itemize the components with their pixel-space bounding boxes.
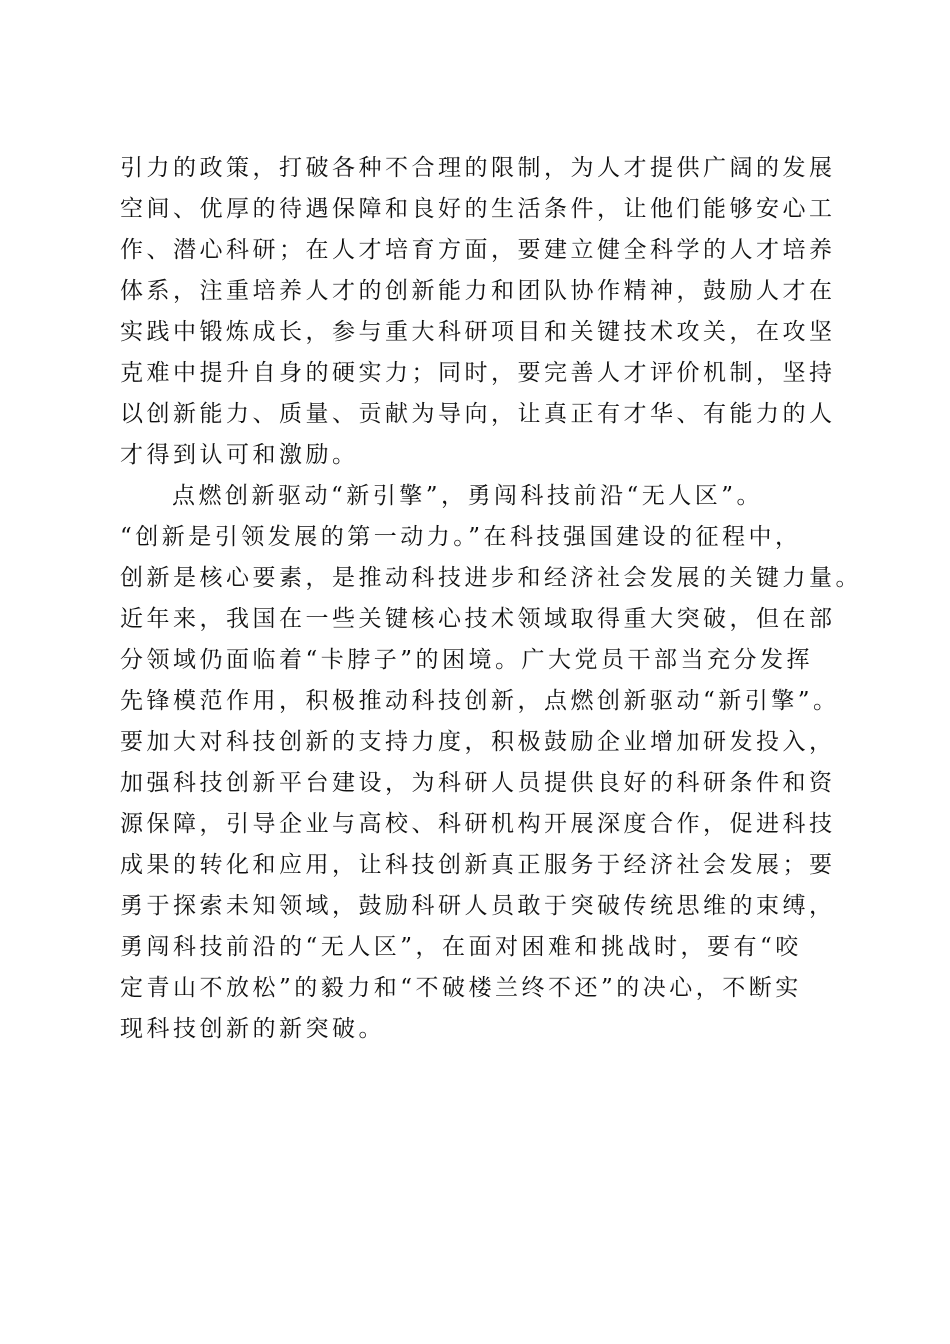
text-line: 勇闯科技前沿的“无人区”，在面对困难和挑战时，要有“咬 bbox=[120, 934, 802, 960]
text-line: 成果的转化和应用，让科技创新真正服务于经济社会发展；要 bbox=[120, 852, 836, 878]
text-line: 分领域仍面临着“卡脖子”的困境。广大党员干部当充分发挥 bbox=[120, 647, 814, 673]
text-line: 才得到认可和激励。 bbox=[120, 442, 359, 468]
text-line: “创新是引领发展的第一动力。”在科技强国建设的征程中， bbox=[120, 524, 802, 550]
text-line: 创新是核心要素，是推动科技进步和经济社会发展的关键力量。 bbox=[120, 565, 862, 591]
text-line: 体系，注重培养人才的创新能力和团队协作精神，鼓励人才在 bbox=[120, 278, 836, 304]
text-line: 实践中锻炼成长，参与重大科研项目和关键技术攻关，在攻坚 bbox=[120, 319, 836, 345]
text-line: 勇于探索未知领域，鼓励科研人员敢于突破传统思维的束缚， bbox=[120, 893, 836, 919]
text-line: 定青山不放松”的毅力和“不破楼兰终不还”的决心，不断实 bbox=[120, 975, 802, 1001]
text-line: 克难中提升自身的硬实力；同时，要完善人才评价机制，坚持 bbox=[120, 360, 836, 386]
text-line: 源保障，引导企业与高校、科研机构开展深度合作，促进科技 bbox=[120, 811, 836, 837]
text-line: 空间、优厚的待遇保障和良好的生活条件，让他们能够安心工 bbox=[120, 196, 836, 222]
text-line: 作、潜心科研；在人才培育方面，要建立健全科学的人才培养 bbox=[120, 237, 836, 263]
paragraph-heading-line: 点燃创新驱动“新引擎”，勇闯科技前沿“无人区”。 bbox=[172, 483, 764, 509]
text-line: 要加大对科技创新的支持力度，积极鼓励企业增加研发投入， bbox=[120, 729, 836, 755]
text-line: 先锋模范作用，积极推动科技创新，点燃创新驱动“新引擎”。 bbox=[120, 688, 840, 714]
text-line: 以创新能力、质量、贡献为导向，让真正有才华、有能力的人 bbox=[120, 401, 836, 427]
text-line: 引力的政策，打破各种不合理的限制，为人才提供广阔的发展 bbox=[120, 155, 836, 181]
body-text bbox=[120, 148, 862, 1050]
text-line: 加强科技创新平台建设，为科研人员提供良好的科研条件和资 bbox=[120, 770, 836, 796]
text-line: 现科技创新的新突破。 bbox=[120, 1016, 385, 1042]
text-line: 近年来，我国在一些关键核心技术领域取得重大突破，但在部 bbox=[120, 606, 836, 632]
